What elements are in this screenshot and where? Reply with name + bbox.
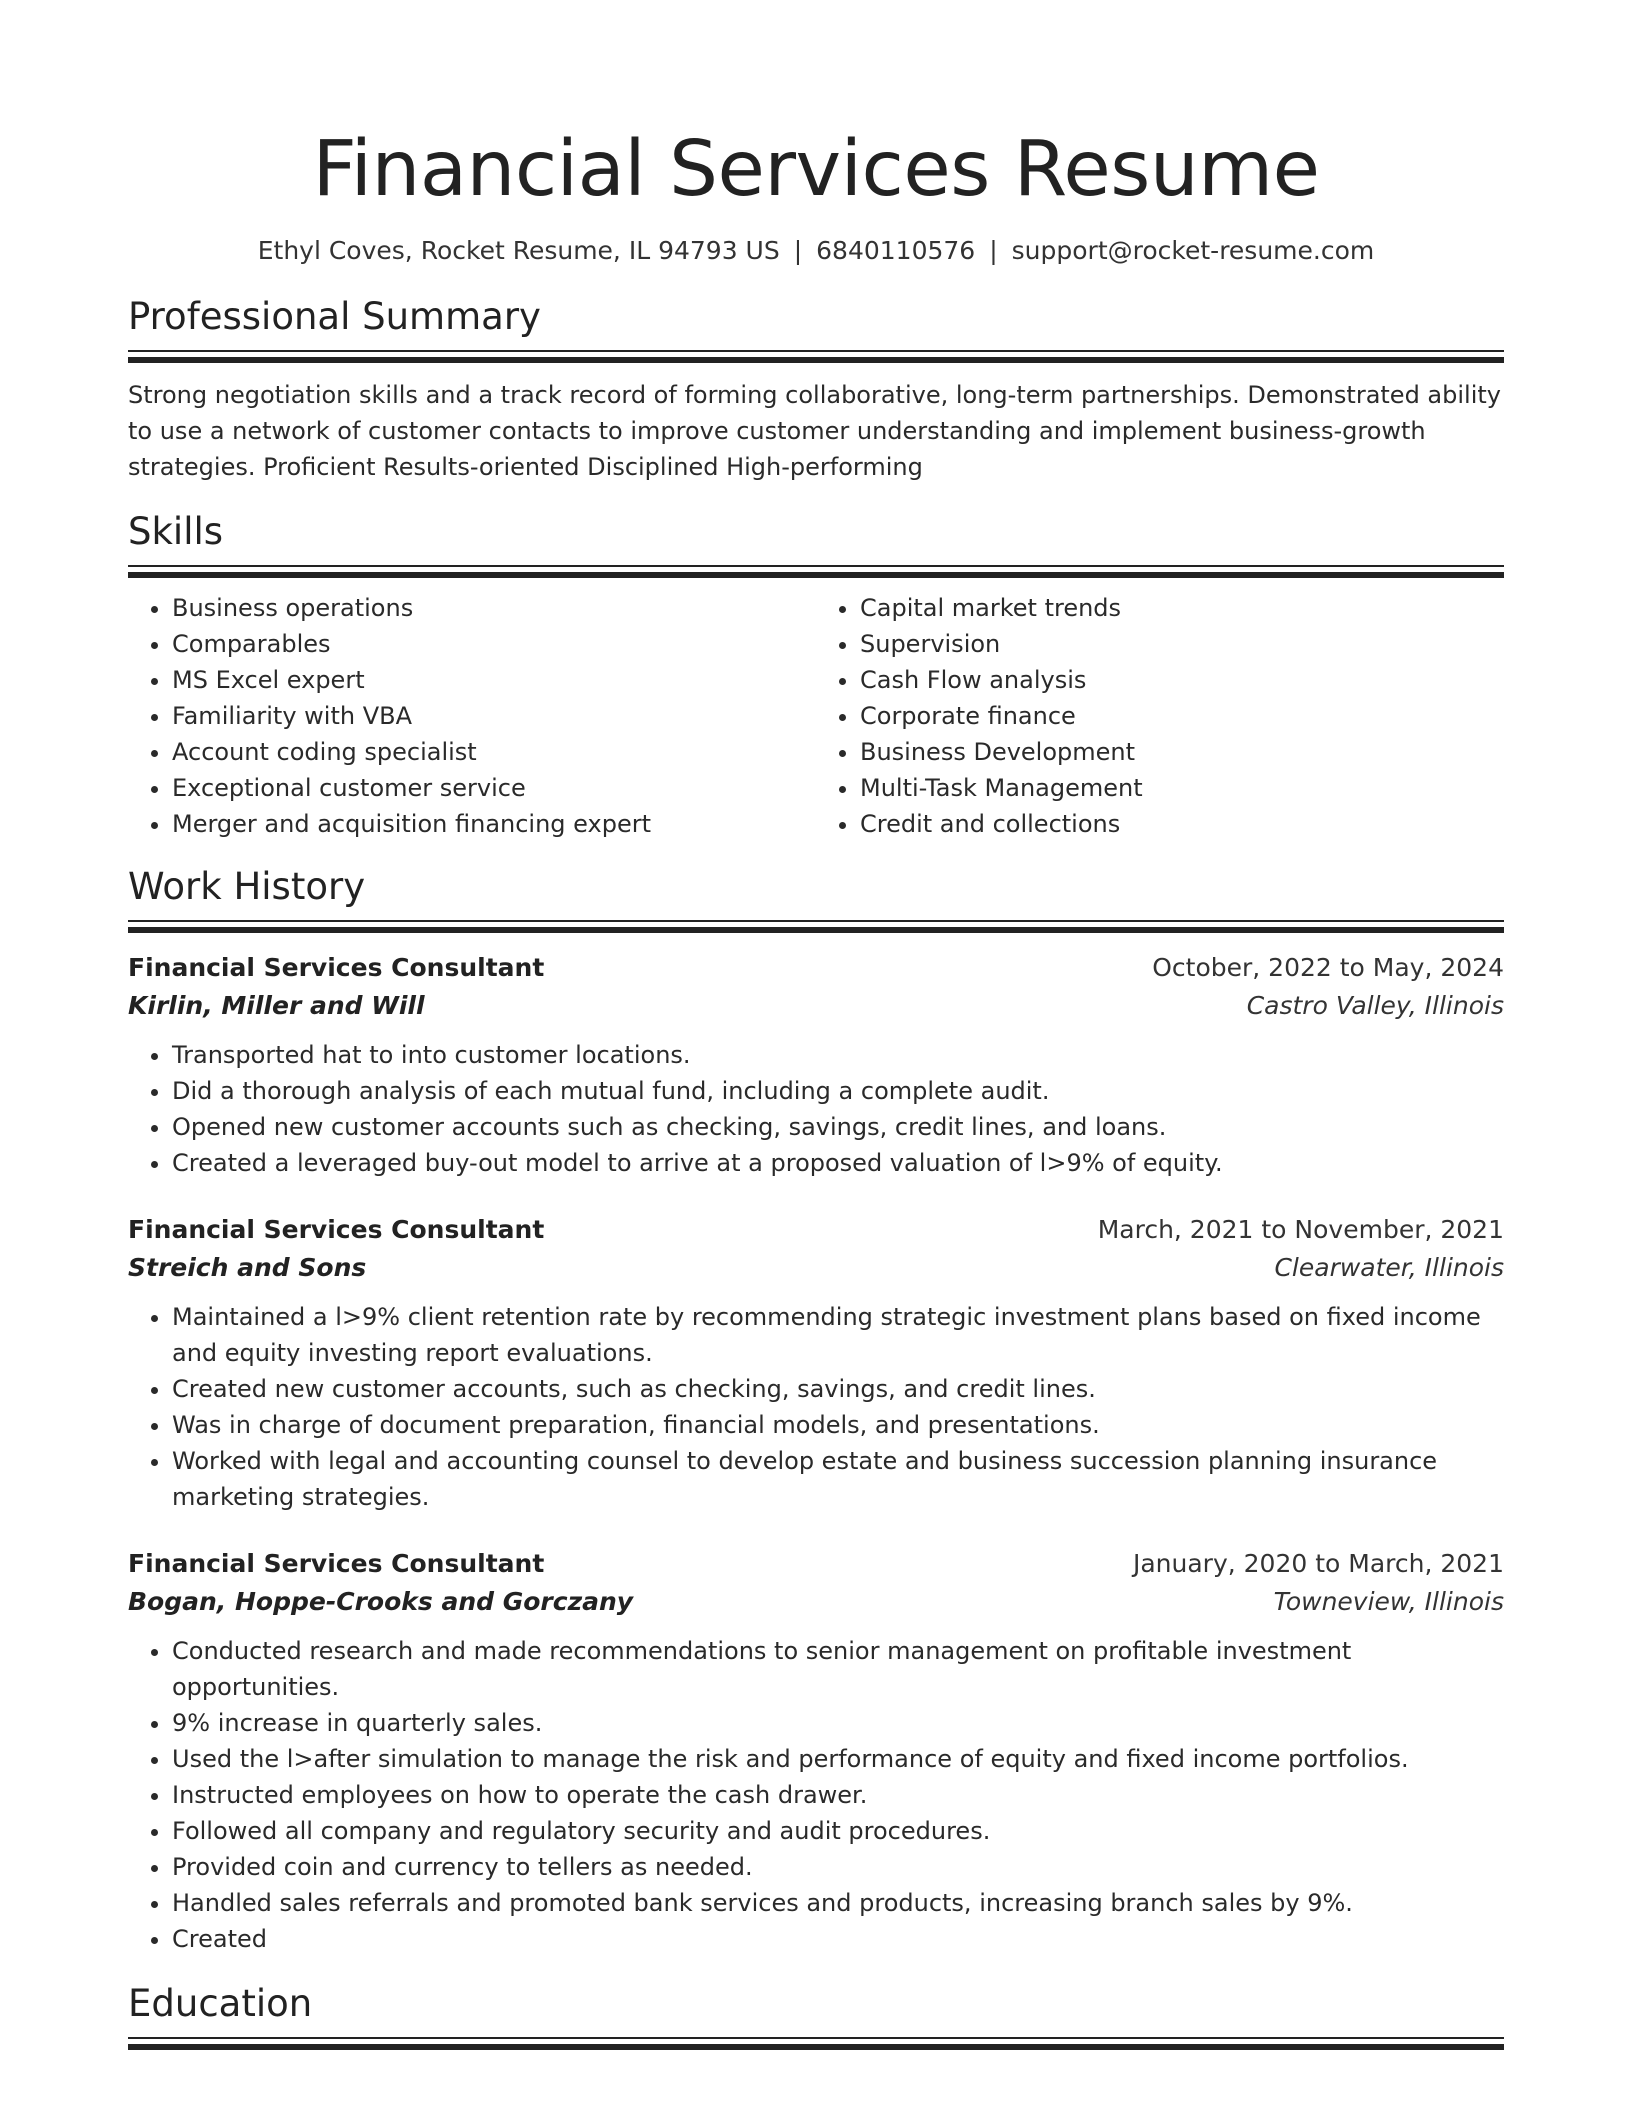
skill-item: • Familiarity with VBA [172,698,816,734]
job-company: Bogan, Hoppe-Crooks and Gorczany [128,1587,634,1616]
education-section [128,1981,1504,2050]
skill-item: • MS Excel expert [172,662,816,698]
job-bullet: • Used the l>after simulation to manage the risk and performance of equity and fixed income portfolios. [172,1741,1504,1777]
contact-separator: | [793,236,803,265]
skills-list-right [816,590,1504,842]
skills-columns [128,590,1504,842]
job-company: Kirlin, Miller and Will [128,991,425,1020]
skill-item: • Business operations [172,590,816,626]
job-bullet: • Worked with legal and accounting counsel to develop estate and business succession planning insurance marketing strategies. [172,1443,1504,1515]
section-heading-skills: Skills [128,510,224,553]
contact-address: Ethyl Coves, Rocket Resume, IL 94793 US [257,236,780,265]
job-title: Financial Services Consultant [128,953,545,982]
job-header-row [128,1211,1504,1249]
job-bullet: • Was in charge of document preparation, financial models, and presentations. [172,1407,1504,1443]
skill-item: • Merger and acquisition financing expert [172,806,816,842]
job-company-row [128,987,1504,1025]
job-bullet: • Created a leveraged buy-out model to arrive at a proposed valuation of l>9% of equity. [172,1145,1504,1181]
section-divider [128,920,1504,922]
job-bullet: • Transported hat to into customer locations. [172,1037,1504,1073]
job-dates: October, 2022 to May, 2024 [1152,953,1504,982]
resume-page [128,0,1504,2050]
contact-line [128,234,1504,268]
job-title: Financial Services Consultant [128,1215,545,1244]
job-bullet: • Created [172,1921,1504,1957]
skill-item: • Exceptional customer service [172,770,816,806]
section-divider-thick [128,2044,1504,2050]
job-company: Streich and Sons [128,1253,367,1282]
job-bullet: • Did a thorough analysis of each mutual fund, including a complete audit. [172,1073,1504,1109]
contact-phone: 6840110576 [816,236,976,265]
skill-item: • Multi-Task Management [860,770,1504,806]
section-divider [128,2037,1504,2039]
job-bullet: • Conducted research and made recommendations to senior management on profitable investment opportunities. [172,1633,1504,1705]
contact-email: support@rocket-resume.com [1011,236,1375,265]
skill-item: • Credit and collections [860,806,1504,842]
job-bullet: • Created new customer accounts, such as checking, savings, and credit lines. [172,1371,1504,1407]
job-location: Towneview, Illinois [1273,1587,1504,1616]
job-entry [128,1211,1504,1515]
section-divider-thick [128,572,1504,578]
job-header-row [128,949,1504,987]
job-header-row [128,1545,1504,1583]
job-location: Castro Valley, Illinois [1246,991,1504,1020]
job-entry [128,949,1504,1181]
resume-title: Financial Services Resume [312,125,1320,214]
skill-item: • Business Development [860,734,1504,770]
section-divider-thick [128,357,1504,363]
job-company-row [128,1249,1504,1287]
section-heading-education: Education [128,1982,313,2025]
contact-separator: | [989,236,998,265]
skill-item: • Capital market trends [860,590,1504,626]
job-bullet: • Maintained a l>9% client retention rate by recommending strategic investment plans based on fixed income and equity investing report evaluations. [172,1299,1504,1371]
skill-item: • Comparables [172,626,816,662]
section-heading-summary: Professional Summary [128,295,541,338]
job-bullet: • Handled sales referrals and promoted bank services and products, increasing branch sales by 9%. [172,1885,1504,1921]
skill-item: • Cash Flow analysis [860,662,1504,698]
job-dates: January, 2020 to March, 2021 [1132,1549,1504,1578]
work-history-section [128,864,1504,1957]
job-bullet: • 9% increase in quarterly sales. [172,1705,1504,1741]
job-bullet: • Opened new customer accounts such as checking, savings, credit lines, and loans. [172,1109,1504,1145]
section-divider-thick [128,927,1504,933]
job-location: Clearwater, Illinois [1274,1253,1504,1282]
skill-item: • Account coding specialist [172,734,816,770]
skills-section [128,509,1504,842]
summary-text: Strong negotiation skills and a track record of forming collaborative, long-term partnerships. Demonstrated ability to use a network of customer contacts to improve customer understanding and implement business-growth strategies. Proficient Results-oriented Disciplined High-performing [128,381,1501,481]
section-heading-work: Work History [128,865,366,908]
job-bullets [128,1037,1504,1181]
job-entry [128,1545,1504,1957]
skills-list-left [128,590,816,842]
job-bullets [128,1633,1504,1957]
skill-item: • Corporate finance [860,698,1504,734]
job-company-row [128,1583,1504,1621]
job-bullets [128,1299,1504,1515]
job-dates: March, 2021 to November, 2021 [1097,1215,1504,1244]
section-divider [128,350,1504,352]
job-bullet: • Instructed employees on how to operate the cash drawer. [172,1777,1504,1813]
summary-section [128,294,1504,485]
job-bullet: • Provided coin and currency to tellers as needed. [172,1849,1504,1885]
section-divider [128,565,1504,567]
skill-item: • Supervision [860,626,1504,662]
job-title: Financial Services Consultant [128,1549,545,1578]
job-bullet: • Followed all company and regulatory security and audit procedures. [172,1813,1504,1849]
